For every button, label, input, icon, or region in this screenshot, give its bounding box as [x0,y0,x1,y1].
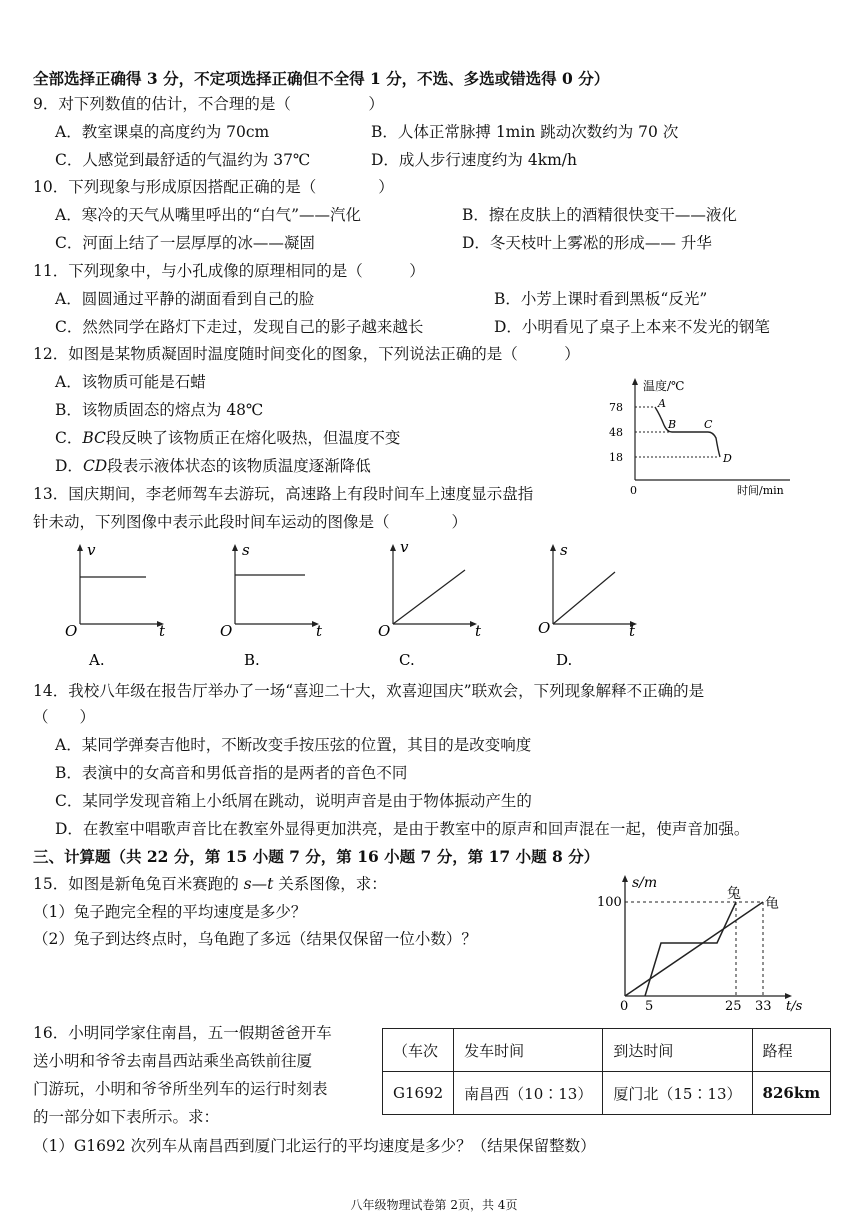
q14-option-d: D．在教室中唱歌声音比在教室外显得更加洪亮，是由于教室中的原声和回声混在一起，使声音加强。 [55,820,750,838]
q9-option-c: C．人感觉到最舒适的气温约为 37℃ [55,151,311,169]
timetable-header-row [383,1029,831,1072]
q15-rabbit-label: 兔 [727,886,741,902]
q13-a-xlabel: t [159,622,166,640]
q13-c-xlabel: t [475,622,482,640]
timetable-header-arrive: 到达时间 [603,1029,752,1072]
q16-stem-line2: 送小明和爷爷去南昌西站乘坐高铁前往厦 [33,1052,313,1070]
q12-y-arrow [632,378,638,385]
q13-a-origin: O [65,622,78,640]
q15-st-graph [597,868,820,1014]
q16-part1: （1）G1692 次列车从南昌西到厦门北运行的平均速度是多少？（结果保留整数） [33,1137,596,1155]
timetable-header-train: （车次 [383,1029,454,1072]
q16-timetable [382,1028,831,1115]
q12-ytick-78: 78 [609,401,623,414]
q16-stem-line4: 的一部分如下表所示。求： [33,1108,220,1126]
q16-stem-line3: 门游玩，小明和爷爷所坐列车的运行时刻表 [33,1080,328,1098]
section-scoring-note: 全部选择正确得 3 分，不定项选择正确但不全得 1 分，不选、多选或错选得 0 分） [33,69,610,88]
q13-graph-a [60,538,180,668]
q15-rabbit-line [645,902,736,996]
q13-d-ylabel: s [560,541,568,559]
q15-xtick-5: 5 [645,999,654,1014]
q15-stem-pre: 15．如图是新龟兔百米赛跑的 [33,875,244,893]
q11-option-b: B．小芳上课时看到黑板“反光” [494,290,708,308]
q13-b-label: B. [244,651,260,669]
q13-c-label: C. [399,651,415,669]
q12-origin: 0 [630,484,637,497]
q12-option-a: A．该物质可能是石蜡 [55,373,206,391]
q9-stem: 9．对下列数值的估计，不合理的是（ ） [33,95,384,113]
page-footer: 八年级物理试卷第 2页，共 4页 [350,1198,518,1212]
q12-option-b: B．该物质固态的熔点为 48℃ [55,401,264,419]
q12-point-b: B [668,418,677,431]
q14-option-c: C．某同学发现音箱上小纸屑在跳动，说明声音是由于物体振动产生的 [55,792,532,810]
q13-b-origin: O [220,622,233,640]
q12-point-c: C [704,418,713,431]
q14-stem-line1: 14．我校八年级在报告厅举办了一场“喜迎二十大，欢喜迎国庆”联欢会，下列现象解释不正确的是 [33,682,705,700]
timetable-row [383,1072,831,1115]
q10-stem: 10．下列现象与形成原因搭配正确的是（ ） [33,178,394,196]
q13-graph-d [533,538,653,668]
q13-graph-c [373,538,493,668]
q12-point-d: D [723,452,732,465]
q10-option-c: C．河面上结了一层厚厚的冰——凝固 [55,234,315,252]
q13-stem-line2: 针未动，下列图像中表示此段时间车运动的图像是（ ） [33,513,468,531]
q12-option-c: C．BC段反映了该物质正在熔化吸热，但温度不变 [55,429,401,447]
q13-d-line [553,572,615,624]
q15-origin: 0 [620,999,629,1014]
q15-y-label: s/m [632,875,658,891]
timetable-cell-distance: 826km [752,1072,831,1115]
q14-stem-line2: （ ） [33,708,96,726]
q15-stem [33,874,387,894]
q15-stem-post: 关系图像，求： [273,875,387,893]
timetable-cell-depart: 南昌西（10∶13） [454,1072,603,1115]
q10-option-d: D．冬天枝叶上雾凇的形成—— 升华 [462,234,712,252]
q12-option-c-text: 段反映了该物质正在熔化吸热，但温度不变 [105,429,401,447]
q12-point-a: A [658,397,666,410]
q12-option-d: D．CD段表示液体状态的该物质温度逐渐降低 [55,457,371,475]
q14-option-a: A．某同学弹奏吉他时，不断改变手按压弦的位置，其目的是改变响度 [55,736,532,754]
q12-ytick-18: 18 [609,451,623,464]
timetable-cell-train: G1692 [383,1072,454,1115]
q11-option-c: C．然然同学在路灯下走过，发现自己的影子越来越长 [55,318,424,336]
q9-option-a: A．教室课桌的高度约为 70cm [55,123,270,141]
q12-segment-cd: CD [82,457,108,475]
q12-stem: 12．如图是某物质凝固时温度随时间变化的图象，下列说法正确的是（ ） [33,345,580,363]
q13-a-label: A. [89,651,105,669]
q10-option-b: B．擦在皮肤上的酒精很快变干——液化 [462,206,737,224]
q15-turtle-label: 龟 [765,896,779,912]
q13-c-ylabel: v [400,538,409,556]
q12-x-label: 时间/min [737,484,784,497]
q11-option-d: D．小明看见了桌子上本来不发光的钢笔 [494,318,770,336]
q16-stem-line1: 16．小明同学家住南昌，五一假期爸爸开车 [33,1024,332,1042]
q15-xtick-25: 25 [725,999,742,1014]
q13-d-xlabel: t [629,622,636,640]
q15-x-label: t/s [786,999,803,1014]
q13-d-label: D. [556,651,573,669]
section3-heading: 三、计算题（共 22 分，第 15 小题 7 分，第 16 小题 7 分，第 17 小题 8 分） [33,847,600,866]
q13-c-line [393,570,465,624]
q13-stem-line1: 13．国庆期间，李老师驾车去游玩，高速路上有段时间车上速度显示盘指 [33,485,534,503]
q15-y-arrow [622,875,628,882]
q10-option-a: A．寒冷的天气从嘴里呼出的“白气”——汽化 [55,206,362,224]
q12-segment-bc: BC [82,429,106,447]
timetable-header-distance: 路程 [752,1029,831,1072]
q15-part1: （1）兔子跑完全程的平均速度是多少？ [33,903,307,921]
q15-xtick-33: 33 [755,999,772,1014]
q13-graph-b [215,538,335,668]
q13-b-ylabel: s [242,541,250,559]
q15-ytick-100: 100 [597,895,622,910]
q12-y-label: 温度/℃ [643,379,685,393]
q12-option-d-text: 段表示液体状态的该物质温度逐渐降低 [107,457,371,475]
q12-temperature-graph [600,370,810,500]
q13-d-origin: O [538,619,551,637]
q13-c-origin: O [378,622,391,640]
q13-a-ylabel: v [87,541,96,559]
q15-stem-var: s—t [243,875,274,893]
q14-option-b: B．表演中的女高音和男低音指的是两者的音色不同 [55,764,408,782]
q11-option-a: A．圆圆通过平静的湖面看到自己的脸 [55,290,315,308]
q15-turtle-line [625,902,763,996]
q9-option-b: B．人体正常脉搏 1min 跳动次数约为 70 次 [371,123,679,141]
timetable-cell-arrive: 厦门北（15∶13） [603,1072,752,1115]
timetable-header-depart: 发车时间 [454,1029,603,1072]
q12-ytick-48: 48 [609,426,623,439]
q15-part2: （2）兔子到达终点时，乌龟跑了多远（结果仅保留一位小数）？ [33,930,477,948]
q9-option-d: D．成人步行速度约为 4km/h [371,151,578,169]
q13-b-xlabel: t [316,622,323,640]
q11-stem: 11．下列现象中，与小孔成像的原理相同的是（ ） [33,262,425,280]
